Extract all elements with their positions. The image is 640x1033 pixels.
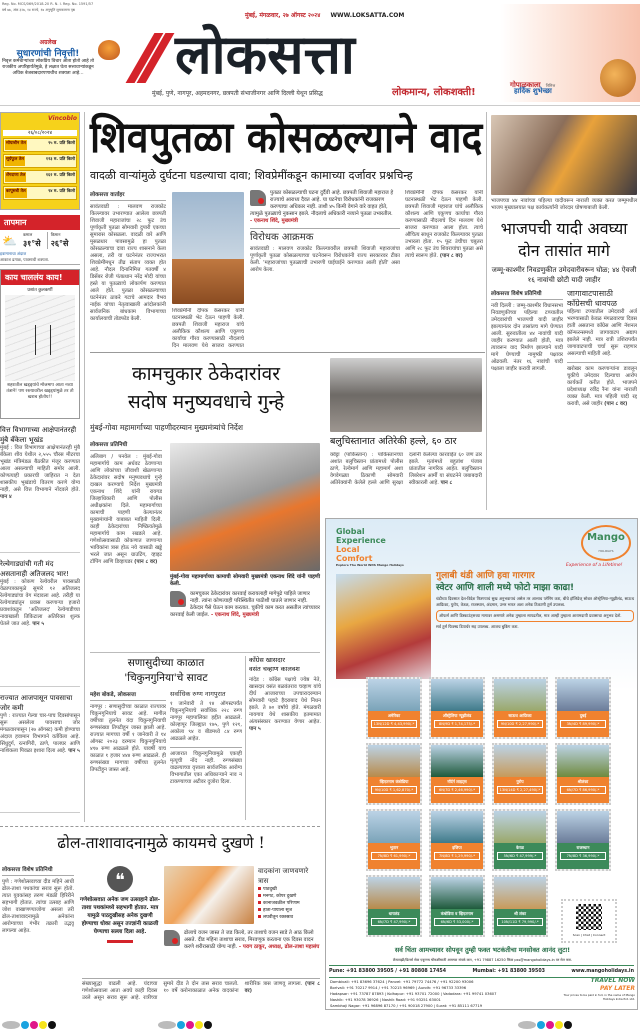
greeting-text: हार्दिक शुभेच्छा [514,87,552,95]
obit-headline[interactable] [249,656,321,674]
quote-text: पुतळा कोसळल्याची घटना दुर्दैवी आहे. छत्रपती शिवाजी महाराज हे राज्याचे आराध्य दैवत आहे. या घटनेचा विरोधकांनी राजकारण करण्याचा अधिकार नाही. ताशी ४५ किमी वेगाने वारे वाहत होते, त्यामुळे पुतळ्याचे नुकसान झाले. नौदलाचे अधिकारी नव्याने पुतळा उभारतील. [250,190,394,217]
tour-card[interactable] [366,809,422,871]
tour-price: 7N/8D ₹ 36,990/-* [560,852,606,860]
cartoon-title: काय चाललंय काय! [1,270,79,285]
tour-price: 6N/6D ₹ 53,000/-* [434,918,480,926]
quote-icon [164,930,180,946]
bjp-photo-caption: भाजपच्या ४४ नावांच्या पहिल्या यादीवरून नाराजी व्यक्त करत जम्मूमधील भाजप मुख्यालयात पक्ष कार्यकर्त्यांनी जोरदार घोषणाबाजी केली. [491,198,637,211]
tour-name: भूतान [389,845,399,850]
destination-photo [431,679,483,711]
headline-line-2: सदोष मनुष्यवधाचे गुन्हे [127,391,285,413]
brand-name: Mango [587,532,625,543]
quote-bubble-icon: ❝ [107,866,133,892]
rate-value: १२३ रु. प्रति किलो [45,156,75,161]
edition-note: वर्ष ७७, अंक ३२७, १४ राज्ये, १७ अनुभूति शुभकामना पृष्ठ [2,8,75,12]
travel-now-pay-later [551,977,635,1001]
rate-label: सूर्यफूल तेल [5,156,25,166]
destination-photo [494,745,546,777]
branch-line: Sambhaji Nagar: +91 96896 87170 / +91 90018 27900 | Surat: +91 85111 67719 [330,1004,483,1008]
tour-card[interactable] [555,743,611,805]
ad-headline-1: गुलाबी थंडी आणि हवा गारगार [436,571,535,581]
lead-text: सावंतवाडी : मालवण राजकोट किल्ल्यावर उभारण्यात आलेला छत्रपती शिवाजी महाराजांचा २८ फूट उंच पूर्णाकृती पुतळा सोमवारी दुपारी एकच्या सुमारास कोसळला. वादळी वारे आणि मुसळधार पावसामुळे हा पुतळा कोसळल्याचा दावा राज्य शासनाने केला असला, तरी या घटनेनंतर राज्यभरात शिवप्रेमींमधून तीव्र संताप व्यक्त होत आहे. नौदल दिनानिमित्त गतवर्षी ४ डिसेंबर रोजी पंतप्रधान नरेंद्र मोदी यांच्या हस्ते या पुतळ्याचे लोकार्पण करण्यात आले होते. पुतळा कोसळल्याच्या घटनेनंतर ठाकरे गटाचे आमदार वैभव नाईक यांच्या नेतृत्वाखाली आंदोलकांनी सार्वजनिक बांधकाम विभागाच्या कार्यालयाची तोडफोड केली. [90,204,166,322]
url[interactable]: WWW.LOKSATTA.COM [330,12,405,19]
lead-middle-column [250,190,400,348]
tour-price: 3N/4D ₹ 89,990/-* [560,720,606,728]
continued-link[interactable]: (पान ८ वर) [604,401,628,407]
ad-footnote: सर्व टूर्स फिक्स्ड डिपार्चर सह उपलब्ध. आजच बुकिंग करा. [436,624,519,629]
contractor-cm-quote [170,591,320,619]
tour-name: थायलंड [388,911,400,916]
forecast-text: आकाश ढगाळ, पावसाची शक्यता. [0,257,50,262]
chikun-text-2: आजारात चिकुनगुनियामुळे एकाही मृत्यूची नोंद नाही. रुग्णसंख्या वाढल्याच्या वृत्ताला सार्वजनिक आरोग्य विभागातील एका अधिकाऱ्याने नाव न टाकण्याच्या अटीवर दुजोरा दिला. [170,747,242,786]
branch-list [330,979,545,1009]
list-item [258,914,320,921]
qr-code[interactable] [561,899,617,943]
continued-link[interactable]: पान ४ [0,494,12,500]
list-item [258,900,320,907]
contractor-headline[interactable] [90,360,322,416]
destination-photo [557,679,609,711]
divider [90,652,320,653]
destination-photo [431,745,483,777]
dhol-pullquote [80,866,160,947]
quote-icon [250,190,266,206]
cloud-rain-icon: ⛅ [2,233,17,248]
tour-name: व्हिएतनाम कंबोडिया [379,779,409,784]
branch-line: Dombivali: +91 83696 37624 | Panvel: +91 79772 74476 / +91 92200 93006 [330,980,474,984]
list-item [258,907,320,914]
greeting-sub: निमित्त [545,83,556,88]
min-label: किमान [50,232,61,237]
explore-text: Explore The World With Mango Holidays [336,563,404,567]
column-divider [486,112,487,510]
rate-label: सोयाबीन तेल [5,140,27,150]
brief-title: वित्त विभागाच्या आक्षेपानंतरही मुंबै बँकेला भूखंड [0,426,77,444]
chikun-col1 [90,690,166,820]
destination-photo [368,877,420,909]
max-label: कमाल [22,232,33,237]
tour-card[interactable] [555,809,611,871]
tour-card[interactable] [429,743,485,805]
branch-line: Nashik: +91 93078 36926 | Nashik Road: +91 93251 63001 [330,998,441,1002]
obit-text: नांदेड : काँग्रेस पक्षाचे ज्येष्ठ नेते, खासदार वसंत बळवंतराव चव्हाण यांचे दीर्घ आजाराच्या उपचारादरम्यान सोमवारी पहाटे हैदराबाद येथे निधन झाले. ते ७० वर्षांचे होते. मंगळवारी नायगाव येथे शासकीय इतमामात अंत्यसंस्कार करण्यात येणार आहेत. [249,677,321,725]
lead-text-2: शिवप्रेमींनी दीपक केसरकर यांनी घटनास्थळी भेट देऊन पाहणी केली. छत्रपती शिवाजी महाराज यांचे अलौकिक कौशल्य आणि एकूणच कार्याचा गौरव करण्यासाठी नौदलाचे दिन मालवण येथे साजरा करण्यात [172,308,244,348]
rates-brand: Vincoblo [47,115,77,122]
list-item-text: पाठदुखी [263,887,277,892]
tour-price: 13N/14D ₹ 2,27,490/-* [497,786,543,794]
tour-name: साऊथ आफ्रिका [508,713,532,718]
bjp-col1 [491,289,563,508]
rate-row [3,138,77,152]
cartoon-caption: शहरातील खड्ड्यांचे मोजमाप आता नव्या तंत्राने! पण रस्त्यावरील खड्ड्यांमुळे तर तो खराब होतोय!! [6,383,74,400]
cm-quote [250,190,400,225]
burnt-vehicles-photo [330,358,482,432]
destination-photo [368,679,420,711]
continued-link[interactable]: पान ८ [440,480,453,486]
lead-col3 [405,190,483,348]
continued-link[interactable]: पान ५ [68,748,80,754]
promo-kicker: अग्रलेख [39,39,57,46]
list-item-text: कानाजवळील परिणाम [263,901,300,906]
brief-item[interactable] [0,693,80,813]
tour-name: अमेरिका [387,713,401,718]
tnpl-1: TRAVEL NOW [590,977,635,984]
brief-text: पुणे : राज्यात गेल्या चार-पाच दिवसांपासून सुरू असलेला पावसाचा जोर मंगळवारपासून (२७ ऑगस्ट) कमी होण्याचा अंदाज हवामान विभागाने वर्तविला आहे. सिंधुदुर्ग, रत्नागिरी, ठाणे, पालघर आणि नाशिकला पिवळा इशारा दिला आहे. [0,713,80,754]
congress-seat-box [567,289,637,508]
bjp-byline: लोकसत्ता विशेष प्रतिनिधी [491,289,563,300]
bjp-headline[interactable]: भाजपची यादी अवघ्या दोन तासांत मागे [500,219,628,260]
tour-price: 6N/7D ₹ 2,46,990/-* [434,786,480,794]
promo-text: निवृत्त कर्मचाऱ्यांच्या लोकप्रिय विचार आता होतो आहे तो राजकीय अपरिहार्यतेमुळे, हे लक्षात घेता सत्ताधाऱ्यांकडून अधिक बेजबाबदारपणाचीच शक्यता आहे... [2,59,94,76]
divider [0,826,320,827]
pullquote-text: गणेशोत्सवात अनेक जण उत्साहाने ढोल-ताशा पथकांमध्ये सहभागी होतात. मात्र यामुळे पाठदुखीसह अनेक दुखणी होण्याचा धोका असून तज्ज्ञांनी काळजी घेण्याचा सल्ला दिला आहे. [80,897,161,935]
dhol-byline: लोकसत्ता विशेष प्रतिनिधी [2,865,74,876]
dhol-col1 [2,865,74,1003]
opposition-text: सावंतवाडी : मालवण राजकोट किल्ल्यावरील छत्रपती शिवाजी महाराजांचा पूर्णाकृती पुतळा कोसळल्याच्या घटनेवरून विरोधकांनी राज्य सरकारवर टीका केली. 'महाराजांच्या पुतळ्याची उभारणी घाईघाईने करण्यात आली होती' असा आरोप केला. [250,246,400,273]
brand-tagline: Experience of a Lifetime! [566,563,623,568]
bjp-text-2: खरोखर काम करणाऱ्यांना डावलून चुकीचे उमेदवार दिल्याचा आरोप कार्यकर्ते करीत होते. भाजपने प्रदेशाध्यक्ष रवींद्र रैना यांना नाराजी व्यक्त केली. मात्र पहिली यादी रद्द करावी, असे जाहीर [567,366,637,407]
contractor-text: अलिबाग / पनवेल : मुंबई-गोवा महामार्गाचे काम अर्धवट ठेवणाऱ्या आणि लोकांच्या जीवाशी खेळणाऱ्या ठेकेदारांवर सदोष मनुष्यवधाचे गुन्हे दाखल करण्याचे निर्देश मुख्यमंत्री एकनाथ शिंदे यांनी रायगड जिल्हाधिकारी आणि पोलीस अधीक्षकांना दिले. महामार्गाच्या कामाची पाहणी केल्यानंतर मुख्यमंत्र्यांनी याबाबत माहिती दिली. काही ठेकेदारांच्या निष्क्रियतेमुळे महामार्गाचे काम रखडले आहे. गणेशोत्सवासाठी कोकणात जाणाऱ्या भाविकांना त्रास होऊ नये यासाठी खड्डे भरले जात असून ग्राउटिंग, व्हाइट टॉपिंग आणि डिव्हायडर [90,454,162,565]
headline-line-1: सणासुदीच्या काळात [127,657,205,669]
quote-author: - पराग ठाकूर, अध्यक्ष, ढोल-ताशा महासंघ [238,944,320,950]
color-registration-marks [158,1014,213,1033]
destination-photo [494,811,546,843]
tour-name: राजस्थान [576,845,590,850]
brief-text: मुंबई : कोकण रेल्वेवरील पावसाळी वेळापत्रकामुळे सुमारे १२ अतिजलद रेल्वेगाड्यांचा वेग मंदावला आहे. तरीही या रेल्वेगाड्यांतून प्रवास करणाऱ्या हजारो प्रवाशांकडून 'अतिजलद' रेल्वेगाडीच्या नावाखाली तिकिटाला अतिरिक्त शुल्क घेतले जात आहे. [0,579,80,627]
logo-stripes-icon [140,33,170,83]
tour-price: 6N/7D ₹ 86,990/-* [560,786,606,794]
column-divider [84,112,85,822]
lead-col2 [172,308,244,348]
tour-card[interactable] [366,677,422,739]
tour-price: 8N/9D ₹ 1,74,175/-* [434,720,480,728]
ad-quote: ऑफर्स आणि डिस्काउंट्सच्या मागावर असणारे अनेक तुम्हाला सापडतील, मात्र आम्ही तुम्हाला आरामदायी प्रवासाचा अनुभव देतो. [436,610,634,622]
weather-box [0,215,80,265]
tour-price: 5N/6D ₹ 47,999/-* [497,852,543,860]
slogan-1: Global [336,527,365,536]
highway-photo-caption: मुंबई-गोवा महामार्गाच्या कामाची सोमवारी मुख्यमंत्री एकनाथ शिंदे यांनी पाहणी केली. [170,574,320,587]
tour-name: श्री लंका [513,911,527,916]
tour-card[interactable] [429,809,485,871]
brand-sub: HOLIDAYS [598,549,614,553]
dateline [245,12,495,20]
list-item-text: लघवीतून रक्तस्राव [263,915,294,920]
tour-card[interactable] [366,743,422,805]
list-item [258,893,320,900]
rate-value: १६२ रु. प्रति किलो [45,172,75,177]
opposition-title: विरोधक आक्रमक [250,232,314,243]
headline-line-1: कॉंग्रेस खासदार [249,656,285,664]
baluch-headline[interactable]: बलुचिस्तानात अतिरेकी हल्ले, ६० ठार [330,436,457,447]
brief-item[interactable] [0,425,80,553]
cities: मुंबई, पुणे, नागपूर, अहमदनगर, छत्रपती संभाजीनगर आणि दिल्ली येथून प्रसिद्ध [152,90,323,97]
brief-text: मुंबई : वित्त विभागाच्या आक्षेपानंतरही मुंबै बँकेला शीव येथील २,५५५ चौरस मीटरचा भूखंड मंत्रिमंडळ बैठकीत मंजूर करण्यात आला असल्याची माहिती समोर आली. कोणत्याही प्रकारची जाहिरात न देता शासकीय भूखंडाचे वितरण करणे योग्य नाही, असे वित्त विभागाने नोंदवले होते. [0,445,80,493]
brief-title: रेल्वेगाड्यांची गती मंद असतानाही अतिजलद भार! [0,560,69,578]
lead-col1 [90,190,166,345]
editorial-promo[interactable] [2,38,94,77]
ad-headline-2: स्वेटर आणि शाली मध्ये फोटो माझा काढा! [436,583,575,593]
registration: Reg. No. MCS/069/2018-20 R. N. I. Reg. No. 1591/57 [2,2,94,6]
ad-body: थंडीच्या दिवसात देश-विदेश फिरण्याचं सुख अनुभवायचं असेल तर आत्ताच प्लॅनिंग करा, बीचे हॉलिडेज् सोबत ऑस्ट्रेलिया-न्यूझीलंड, साऊथ आफ्रिका, युरोप, केरळ, राजस्थान, अंदमान, उत्तर भारत अशा अनेक ठिकाणी टूर्स उपलब्ध. [436,596,634,607]
headline-line-2: वसंत चव्हाण कालवश [249,665,300,673]
slogan-3: Local [336,545,360,554]
slogan-4: Comfort [336,554,373,563]
tour-name: कंबोडिया व व्हिएतनाम [440,911,474,916]
ad-website[interactable]: www.mangoholidays.in [571,969,634,974]
rate-value: ९५ रु. प्रति किलो [48,140,75,145]
destination-photo [557,811,609,843]
tour-card[interactable] [492,743,548,805]
lead-text-3: शिवप्रेमींनी दीपक केसरकर यांनी घटनास्थळी भेट देऊन पाहणी केली. छत्रपती शिवाजी महाराज यांचे अलौकिक कौशल्य आणि एकूणच कार्याचा गौरव करण्यासाठी नौदलाचे दिन मालवण येथे साजरा करण्यात आला होता. त्याचे औचित्य साधून राजकोट किल्ल्यावर पुतळा उभारला होता. १५ फूट उंचीचा चबुतरा आणि २८ फूट उंच शिवरायांचा पुतळा असे त्याचे स्वरूप होते. [405,190,483,259]
tour-price: 9N/10D ₹ 2,27,990/-* [497,720,543,728]
bjp-protest-photo [491,115,637,195]
dhol-quote [164,930,320,951]
chikun-text: नागपूर : सणासुदीच्या काळात राज्यावर चिकुनगुनियाचे सावट आहे. मागील वर्षीच्या तुलनेत यंदा चिकुनगुनियाची रुग्णसंख्या तिपटीहून जास्त झाली आहे. राज्यात मागच्या वर्षी १ जानेवारी ते १४ ऑगस्ट २०२३ दरम्यान चिकुनगुनियाचे ४१७ रुग्ण आढळले होते. यावर्षी याच काळात १ हजार ४४४ रुग्ण आढळले. ही रुग्णसंख्या मागच्या वर्षीच्या तुलनेत तिपटीहून जास्त आहे. [90,704,166,773]
quote-author: - एकनाथ शिंदे, मुख्यमंत्री [210,612,259,618]
bjp-columns [491,289,637,508]
list-item-text: मनगट, कोपर दुखणे [263,894,297,899]
cartoon-image [5,295,75,381]
continued-link[interactable]: पान ५ [32,621,45,627]
dhol-col2 [82,978,320,1006]
destination-photo [368,811,420,843]
dhol-headline[interactable]: ढोल-ताशावादनामुळे कायमचे दुखणे ! [57,834,265,852]
ad-contact-line: फ्रँचायझी/डिलर्स सेवा एकूणच चौकशीसाठी आमच्या संपर्क करा, +91 79887 16250 किंवा pss@mangoholidays.in वर मेल करा. [392,958,573,962]
tnpl-note: Tour prices to be paid in full, in the name of Mango Holidays India Pvt. Ltd. [563,993,635,1001]
divider [90,352,485,353]
headline-line-2: 'चिकुनगुनिया'चे सावट [124,672,208,684]
tour-card[interactable] [492,875,548,937]
dhol-issues-list [258,866,320,921]
bjp-subhead: जम्मू-काश्मीर निवडणुकीत उमेदवारीवरून घोळ; ४४ ऐवजी १६ नावांची छोटी यादी जाहीर [491,266,637,284]
weather-title: तापमान [0,215,80,230]
statue-photo [172,192,244,304]
newspaper-logo[interactable]: लोकसत्ता [175,22,355,86]
rate-row [3,154,77,168]
continued-link[interactable]: (पान ८ वर) [244,981,320,994]
list-title: वादकांना जाणवणारे त्रास [258,867,309,885]
rate-label: शेंगदाणा तेल [5,172,26,182]
destination-photo [431,811,483,843]
promo-title: सुधारणांची निवृत्ती! [16,49,80,59]
contractor-subhead: मुंबई-गोवा महामार्गाच्या पाहणीदरम्यान मुख्यमंत्र्यांचे निर्देश [90,423,243,432]
tour-price: 6N/7D ₹ 47,990/-* [371,918,417,926]
tour-name: युरोप [516,779,524,784]
contractor-photo-notes [170,574,320,650]
quote-icon [170,591,186,607]
tour-price: 10N/11D ₹ 79,990/-* [497,918,543,926]
tour-card[interactable] [492,809,548,871]
bjp-story [491,198,637,508]
list-item-text: हाता-पायाला सूज [263,908,293,913]
tagline: लोकमान्य, लोकशक्ती! [392,87,476,98]
ad-slogan [336,527,404,567]
chikun-box-text: १ जानेवारी ते १४ ऑगस्टपर्यंत चिकुनगुनियाचे सर्वाधिक २२८ रुग्ण नागपूर महापालिका हद्दीत आढळले. कोल्हापूर जिल्ह्यात १७५, पुणे १२१, अकोला ९४ व बीडमध्ये ८४ रुग्ण आढळले आहेत. [170,701,242,742]
brief-item[interactable] [0,559,80,687]
branch-line: Borivali: +91 70217 9914 / +91 70215 96969 | Aundh: +91 96733 33396 [330,986,467,990]
quote-text: कामचुकार ठेकेदारांवर कारवाई करायलाही मागेपुढे पाहिले जाणार नाही. त्यांना कोणत्याही परिस्थितीत पाठीशी घातले जाणार नाही. ठेकेदार पैसे घेऊन काम करतात. चुकीचे काम करत असतील त्यांच्यावर कारवाई केली जाईल. [170,591,320,618]
baluch-text [330,452,482,508]
chikun-box-title: सर्वाधिक रुग्ण नागपुरात [170,690,226,698]
tour-price: 7N/8D ₹ 61,990/-* [371,852,417,860]
dhol-text-2: संख्यासुद्धा वाढली आहे. यंदाच्या गणेशोत्सवाला आता अवघे काही दिवस उरले असून सराव सुरू आहे. रात्रीच्या सुमारे दीड ते दोन तास सराव चालतो. १० वर्षे करोनाकाळात अनेक वादकांना शारीरिक त्रास जाणवू लागला. [82,981,303,1001]
slogan-2: Experience [336,536,386,545]
list-item [258,886,320,893]
tour-price: 13N/12D ₹ 4,43,990/-* [371,720,417,728]
mango-logo [581,525,631,561]
min-temp: २६°से [50,239,69,248]
destination-photo [431,877,483,909]
cartoon-artist: प्रशांत कुलकर्णी [27,288,53,293]
rate-row [3,186,77,200]
sidebar [0,112,80,813]
mumbai-phone[interactable]: Mumbai: +91 83800 39503 [472,969,546,974]
matki-icon [600,59,636,97]
bjp-text: नवी दिल्ली : जम्मू-काश्मीर विधानसभा निवडणुकीच्या पहिल्या टप्प्यातील उमेदवारांची भाजपची यादी जाहीर झाल्यानंतर दोन तासांतच मागे घेण्यात आली. सुरुवातीला ४४ नावांची यादी जाहीर करण्यात आली होती, मात्र त्यावरून वाद निर्माण झाल्याने यादी मागे घेण्याची नामुष्की पक्षावर ओढवली. नंतर १६ नावांची यादी पक्षाला जाहीर करावी लागली. [491,303,563,372]
destination-photo [494,877,546,909]
tour-card[interactable] [366,875,422,937]
column-divider [245,656,246,820]
branch-line: Hadapsar: +91 73787 87893 | Kolhapur: +91 93701 72000 | Vadodara: +91 99741 03607 [330,992,497,996]
ad-tagline: सर्व चिंता आमच्यावर सोपवून तुम्ही फक्त भटकंतीचा मनसोक्त आनंद लुटा! [394,946,571,954]
dahi-handi-icon [98,40,120,60]
tour-name: इजिप्त [452,845,462,850]
contractor-byline: लोकसत्ता प्रतिनिधी [90,440,162,451]
continued-link[interactable]: पान ५ [249,726,261,732]
chikun-byline: महेश बोकडे, लोकसत्ता [90,690,166,701]
congress-obit [249,656,321,820]
chikun-box [170,690,242,820]
rate-label: कापूसबी तेल [5,188,27,198]
rates-date: २६/०८/२०२४ [3,130,77,136]
edible-oil-rates [0,112,80,210]
color-registration-marks [2,1014,57,1033]
news-briefs [0,425,80,813]
festival-greeting [500,4,640,102]
date: मुंबई, मंगळवार, २७ ऑगस्ट २०२४ [245,12,321,19]
highway-inspection-photo [170,443,320,571]
lead-byline: लोकसत्ता वार्ताहर [90,190,166,201]
continued-link[interactable]: (पान ८ वर) [439,253,463,259]
tour-name: श्रीलंका [577,779,589,784]
color-registration-marks [518,1014,573,1033]
tour-card[interactable] [429,875,485,937]
tour-card[interactable] [555,677,611,739]
dhol-pathak-photo [164,866,254,924]
contractor-col [90,440,162,645]
destination-photo [368,745,420,777]
dhol-text: पुणे : गणेशोत्सवाच्या दीड महिने आधी ढोल-ताशा पथकांचा सराव सुरू होतो. त्यात युवकांसह तरुण मंडळी हिरिरीने सहभागी होतात. त्यांचा उत्साह आणि जोश वाखाणण्याजोगा असला तरी ढोल-ताशावादनामुळे अनेकांना आरोग्याच्या गंभीर तक्रारी उद्भवू लागल्या आहेत. [2,879,74,934]
continued-link[interactable]: (पान ८ वर) [134,559,158,565]
quote-author: - एकनाथ शिंदे, मुख्यमंत्री [250,218,299,224]
rate-row [3,170,77,184]
tour-price: 9N/10D ₹ 1,62,870/-* [371,786,417,794]
ad-copy [436,570,634,630]
headline-line-1: कामचुकार ठेकेदारांवर [132,363,280,385]
couple-selfie-photo [336,574,431,679]
lead-headline[interactable]: शिवपुतळा कोसळल्याने वाद [90,113,483,163]
tnpl-2: PAY LATER [600,985,635,992]
pune-phone[interactable]: Pune: +91 83800 39505 / +91 80808 17454 [329,969,447,974]
mango-holidays-ad[interactable] [325,518,638,1010]
forecast-title: हवामानाचा अंदाज [0,251,27,256]
masthead [0,0,640,106]
destination-photo [494,679,546,711]
tour-name: केरळ [516,845,524,850]
tour-price: 7N/8D ₹ 1,29,990/-* [434,852,480,860]
tour-name: दुबई [579,713,587,718]
lead-subhead: वादळी वाऱ्यांमुळे दुर्घटना घडल्याचा दावा; शिवप्रेमींकडून कामाच्या दर्जावर प्रश्नचिन्ह [90,169,413,182]
max-temp: ३१°से [22,239,41,248]
rate-value: ९४ रु. प्रति किलो [48,188,75,193]
tour-name: ऑस्ट्रेलिया न्यूझीलंड [442,713,472,718]
brief-title: राज्यात आजपासून पावसाचा जोर कमी [0,694,73,712]
opposition-box [250,228,400,348]
quote-text: ढोलाचे वजन जास्त ते जड किलो, तर ताशाचे वजन साडे ते आठ किलो असते. दीड महिना ताशाचा सराव, मिरवणूक करताना एक दिवस वादन करणे शरीरासाठी योग्य नाही. [184,930,314,950]
tour-card[interactable] [492,677,548,739]
chikun-headline[interactable] [90,656,242,686]
qr-label: Scan | Chat | Connect [572,933,606,937]
cartoon-box [0,269,80,419]
destination-photo [557,745,609,777]
greeting-title: गोपाळकाला [510,81,541,89]
seat-box-text: पहिल्या टप्प्यातील उमेदवारी अर्ज भरण्यासाठी केवळ मंगळवारचा दिवस हाती असताना काँग्रेस आणि नॅशनल कॉन्फरन्समध्ये जागावाटप अद्याप झालेले नाही. मात्र रात्री उशिरापर्यंत जागावाटपाची चर्चा सुरू राहणार असल्याची माहिती आहे. [567,309,637,357]
baluch-body: क्वेट्टा (पाकिस्तान) : पाकिस्तानच्या अशांत बलुचिस्तान प्रांतामध्ये पोलीस ठाणे, रेल्वेमार्ग आणि महामार्ग अशा वेगवेगळ्या ठिकाणी सोमवारी अतिरेक्यांनी केलेले हल्ले आणि सुरक्षा दलांनी केलेल्या कारवाईत ६० जण ठार झाले. मृतांमध्ये बहुतांश पंजाब प्रांतातील नागरिक आहेत. बलुचिस्तान लिबरेशन आर्मी या संघटनेने जबाबदारी स्वीकारली आहे. [330,452,482,486]
tour-name: नॉर्दर्न लाइट्स [447,779,467,784]
seat-box-title: जागावाटपासाठी काँग्रेसची धावपळ [567,289,617,308]
tour-card[interactable] [429,677,485,739]
